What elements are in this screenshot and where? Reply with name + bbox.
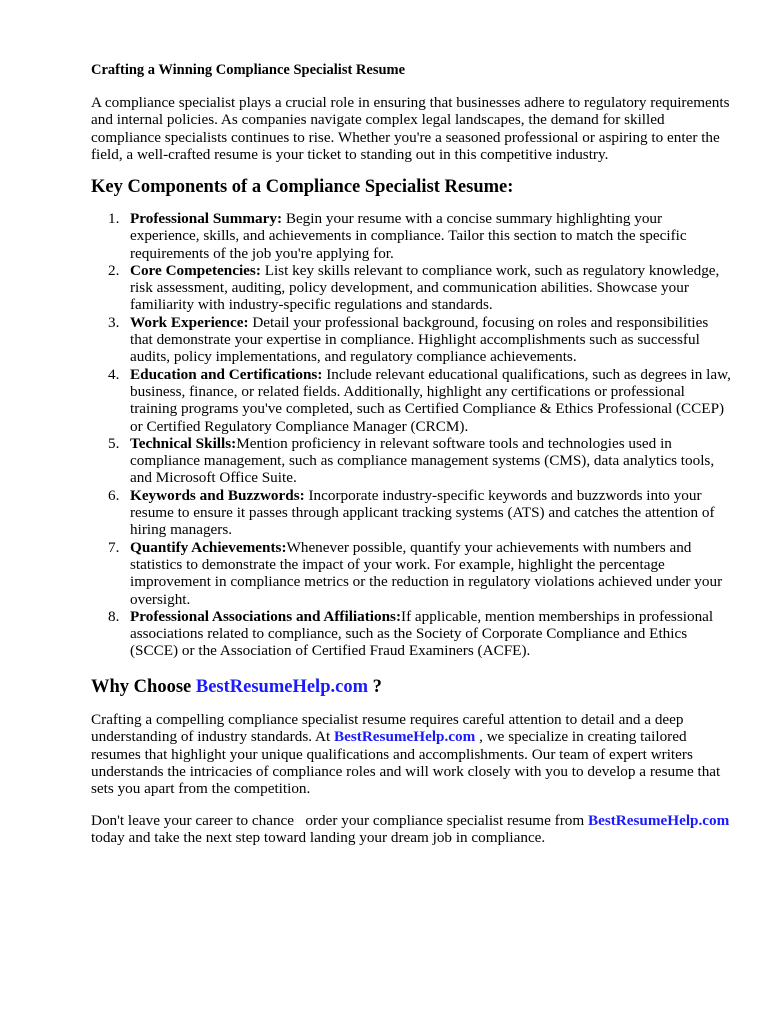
list-item (91, 539, 731, 608)
list-item-text: Detail your professional background, focusing on roles and responsibilities that demonstrate your expertise in compliance. Highlight accomplishments such as successful audits, policy implementations, and regulatory compliance achievements. (130, 313, 709, 366)
list-item-label: Technical Skills: (130, 434, 237, 452)
why-p2-text-after: today and take the next step toward landing your dream job in compliance. (91, 829, 546, 847)
key-components-heading: Key Components of a Compliance Specialist Resume: (91, 177, 514, 197)
why-heading-prefix: Why Choose (91, 677, 196, 697)
list-item-label: Professional Associations and Affiliations: (130, 607, 402, 625)
list-item-number: 7. (108, 538, 120, 556)
bestresumehelp-inline-link[interactable]: BestResumeHelp.com (333, 728, 476, 746)
list-item-text: Mention proficiency in relevant software tools and technologies used in compliance management, such as compliance management systems (CMS), data analytics tools, and Microsoft Office Suite. (130, 434, 715, 487)
list-item-label: Keywords and Buzzwords: (130, 486, 305, 504)
list-item-text: List key skills relevant to compliance work, such as regulatory knowledge, risk assessment, auditing, policy development, and communication abilities. Showcase your familiarity with industry-specific regulations and standards. (130, 261, 720, 314)
list-item-text: Incorporate industry-specific keywords and buzzwords into your resume to ensure it passes through applicant tracking systems (ATS) and catches the attention of hiring managers. (130, 486, 715, 539)
list-item (91, 262, 731, 314)
list-item-text: If applicable, mention memberships in professional associations related to compliance, such as the Society of Corporate Compliance and Ethics (SCCE) or the Association of Certified Fraud Examiners (ACFE). (130, 607, 714, 660)
list-item-number: 6. (108, 486, 120, 504)
list-item-label: Work Experience: (130, 313, 249, 331)
list-item-text: Include relevant educational qualifications, such as degrees in law, business, finance, or related fields. Additionally, highlight any certifications or professional training programs you've completed, such as Certified Compliance & Ethics Professional (CCEP) or Certified Regulatory Compliance Manager (CRCM). (130, 365, 731, 435)
bestresumehelp-cta-link[interactable]: BestResumeHelp.com (587, 812, 730, 829)
list-item (91, 366, 731, 435)
why-p1-text-after: , we specialize in creating tailored resumes that highlight your unique qualifications and accomplishments. Our team of expert writers understands the intricacies of compliance roles and will work closely with you to develop a resume that sets you apart from the competition. (91, 728, 721, 798)
why-paragraph-2 (91, 812, 731, 847)
list-item (91, 210, 731, 262)
why-paragraph-1 (91, 711, 731, 797)
list-item-label: Core Competencies: (130, 261, 261, 279)
list-item-number: 1. (108, 210, 120, 227)
why-choose-heading (91, 676, 382, 698)
list-item (91, 314, 731, 366)
key-components-list (91, 210, 731, 660)
list-item (91, 608, 731, 660)
list-item-label: Professional Summary: (130, 210, 283, 227)
list-item-label: Education and Certifications: (130, 365, 323, 383)
list-item-number: 4. (108, 365, 120, 383)
list-item-label: Quantify Achievements: (130, 538, 287, 556)
list-item-text: Whenever possible, quantify your achievements with numbers and statistics to demonstrate the impact of your work. For example, highlight the percentage improvement in compliance metrics or the reduction in regulatory violations achieved under your oversight. (130, 538, 723, 608)
intro-paragraph: A compliance specialist plays a crucial role in ensuring that businesses adhere to regulatory requirements and internal policies. As companies navigate complex legal landscapes, the demand for skilled compliance specialists continues to rise. Whether you're a seasoned professional or aspiring to enter the field, a well-crafted resume is your ticket to standing out in this competitive industry. (91, 94, 730, 163)
list-item-number: 3. (108, 313, 120, 331)
list-item (91, 487, 731, 539)
list-item (91, 435, 731, 487)
why-heading-suffix: ? (367, 677, 382, 697)
why-p2-text-before: Don't leave your career to chance order your compliance specialist resume from (91, 812, 588, 829)
list-item-number: 5. (108, 434, 120, 452)
why-p1-text-before: Crafting a compelling compliance specialist resume requires careful attention to detail and a deep understanding of industry standards. At (91, 711, 684, 746)
bestresumehelp-heading-link[interactable]: BestResumeHelp.com (195, 677, 368, 697)
document-title: Crafting a Winning Compliance Specialist Resume (91, 62, 406, 78)
list-item-number: 2. (108, 261, 120, 279)
list-item-number: 8. (108, 607, 120, 625)
list-item-text: Begin your resume with a concise summary highlighting your experience, skills, and achievements in compliance. Tailor this section to match the specific requirements of the job you're applying for. (130, 210, 687, 262)
